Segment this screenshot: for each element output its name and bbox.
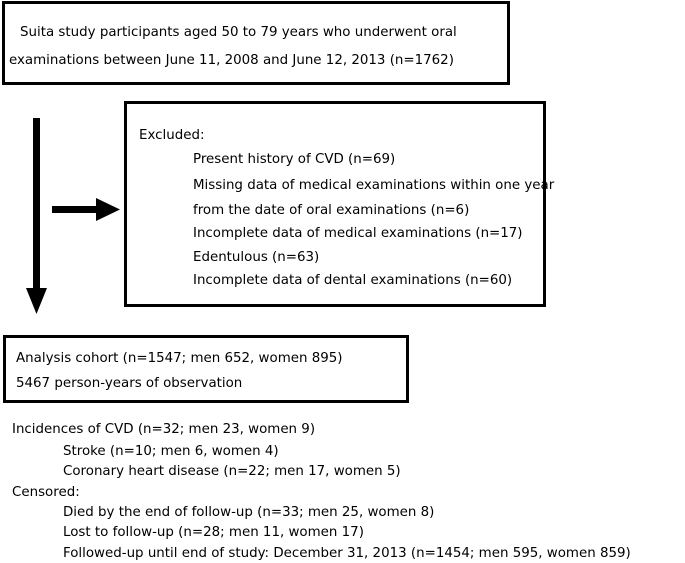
study-participants-box (2, 1, 510, 85)
coronary-heart-disease-count: Coronary heart disease (n=22; men 17, women 5) (63, 464, 401, 479)
stroke-count: Stroke (n=10; men 6, women 4) (63, 444, 279, 459)
excluded-item: Incomplete data of medical examinations (n=17) (193, 226, 523, 241)
lost-to-follow-up-count: Lost to follow-up (n=28; men 11, women 17) (63, 525, 364, 540)
excluded-item: from the date of oral examinations (n=6) (193, 203, 470, 218)
participants-line-1: Suita study participants aged 50 to 79 years who underwent oral (20, 25, 457, 40)
excluded-item: Edentulous (n=63) (193, 250, 320, 265)
followed-up-count: Followed-up until end of study: December 31, 2013 (n=1454; men 595, women 859) (63, 546, 631, 561)
excluded-heading: Excluded: (139, 128, 205, 143)
censored-heading: Censored: (12, 485, 80, 500)
excluded-box (124, 101, 555, 307)
participants-line-2: examinations between June 11, 2008 and June 12, 2013 (n=1762) (9, 53, 454, 68)
analysis-cohort-line-2: 5467 person-years of observation (16, 376, 243, 391)
died-count: Died by the end of follow-up (n=33; men 25, women 8) (63, 505, 435, 520)
right-arrow (52, 198, 120, 221)
excluded-item: Missing data of medical examinations within one year (193, 178, 555, 193)
excluded-item: Present history of CVD (n=69) (193, 152, 396, 167)
excluded-item: Incomplete data of dental examinations (n=60) (193, 273, 513, 288)
incidences-of-cvd: Incidences of CVD (n=32; men 23, women 9) (12, 422, 316, 437)
analysis-cohort-line-1: Analysis cohort (n=1547; men 652, women 895) (16, 351, 343, 366)
down-arrow (26, 118, 47, 314)
analysis-cohort-box (3, 335, 409, 403)
